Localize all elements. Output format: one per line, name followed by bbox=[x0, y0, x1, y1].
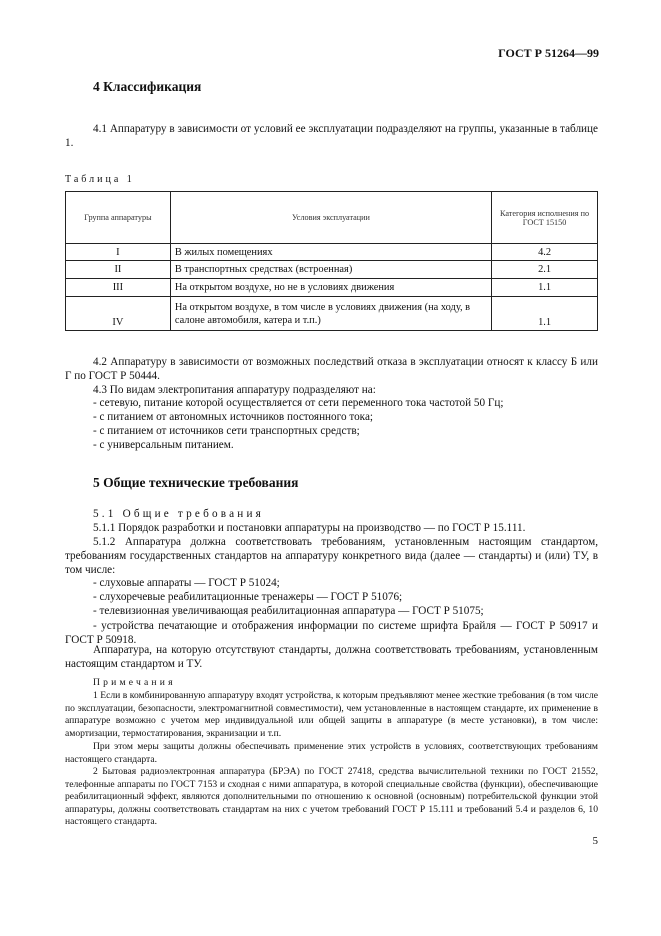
page-number: 5 bbox=[592, 835, 598, 847]
table-row bbox=[66, 261, 598, 279]
table-row bbox=[66, 279, 598, 297]
list-item: - сетевую, питание которой осуществляется от сети переменного тока частотой 50 Гц; bbox=[93, 397, 504, 409]
table-cell-conditions: В транспортных средствах (встроенная) bbox=[170, 261, 491, 279]
paragraph-4-2: 4.2 Аппаратуру в зависимости от возможных последствий отказа в эксплуатации относят к классу Б или Г по ГОСТ Р 50444. bbox=[65, 356, 598, 382]
note-2: 2 Бытовая радиоэлектронная аппаратура (БРЭА) по ГОСТ 27418, средства вычислительной техники по ГОСТ 21552, телефонные аппараты по ГОСТ 7153 и сходная с ними аппаратура, в которой специальные свойства (функции), обеспечивающие реабилитационный эффект, являются дополнительными по отношению к основной (основным) потребительской функции этой аппаратуры, должны соответствовать стандартам на них с учетом требований ГОСТ Р 15.111 и требований 5.4 и разделов 6, 10 настоящего стандарта. bbox=[65, 766, 598, 828]
table-cell-conditions: На открытом воздухе, в том числе в условиях движения (на ходу, в салоне автомобиля, катера и т.п.) bbox=[170, 297, 491, 331]
table-cell-category: 4.2 bbox=[492, 244, 598, 261]
section-5-title: 5 Общие технические требования bbox=[93, 475, 299, 490]
paragraph-5-1-1: 5.1.1 Порядок разработки и постановки аппаратуры на производство — по ГОСТ Р 15.111. bbox=[93, 522, 526, 534]
paragraph-4-1: 4.1 Аппаратуру в зависимости от условий ее эксплуатации подразделяют на группы, указанные в таблице 1. bbox=[65, 123, 598, 149]
table-cell-category: 1.1 bbox=[492, 279, 598, 297]
paragraph-no-standards: Аппаратура, на которую отсутствуют стандарты, должна соответствовать требованиям, установленным настоящим стандартом и ТУ. bbox=[65, 644, 598, 670]
table-header-group: Группа аппаратуры bbox=[66, 192, 171, 244]
table-row bbox=[66, 244, 598, 261]
section-4-title: 4 Классификация bbox=[93, 79, 202, 94]
note-1: 1 Если в комбинированную аппаратуру входят устройства, к которым предъявляют менее жесткие требования (в том числе по эксплуатации, безопасности, электромагнитной совместимости), чем установленные в настоящем стандарте, их применение в аппаратуре возможно с учетом мер индивидуальной или общей защиты в аппаратуре (в месте установки), в том числе: амортизации, термостатирования, экранизации и т.п. bbox=[65, 690, 598, 739]
table-cell-conditions: В жилых помещениях bbox=[170, 244, 491, 261]
table-header-conditions: Условия эксплуатации bbox=[170, 192, 491, 244]
table-cell-group: I bbox=[66, 244, 171, 261]
table-cell-category: 2.1 bbox=[492, 261, 598, 279]
standard-header: ГОСТ Р 51264—99 bbox=[498, 46, 599, 60]
list-item: - слуховые аппараты — ГОСТ Р 51024; bbox=[93, 577, 280, 589]
list-item: - с универсальным питанием. bbox=[93, 439, 234, 451]
subsection-5-1-title: 5.1 Общие требования bbox=[93, 508, 265, 520]
table-header-category: Категория исполнения по ГОСТ 15150 bbox=[492, 192, 598, 244]
paragraph-4-3: 4.3 По видам электропитания аппаратуру подразделяют на: bbox=[93, 384, 376, 396]
table-cell-group: IV bbox=[66, 297, 171, 331]
note-1-continued: При этом меры защиты должны обеспечивать применение этих устройств в условиях, соответствующих требованиям настоящего стандарта. bbox=[65, 741, 598, 765]
table-1 bbox=[65, 191, 598, 331]
list-item: - с питанием от автономных источников постоянного тока; bbox=[93, 411, 374, 423]
list-item: - устройства печатающие и отображения информации по системе шрифта Брайля — ГОСТ Р 50917 и ГОСТ Р 50918. bbox=[65, 620, 598, 646]
table-cell-group: III bbox=[66, 279, 171, 297]
list-item: - слухоречевые реабилитационные тренажеры — ГОСТ Р 51076; bbox=[93, 591, 403, 603]
list-item: - телевизионная увеличивающая реабилитационная аппаратура — ГОСТ Р 51075; bbox=[93, 605, 484, 617]
table-caption: Таблица 1 bbox=[65, 174, 135, 185]
table-cell-category: 1.1 bbox=[492, 297, 598, 331]
notes-title: Примечания bbox=[93, 677, 176, 688]
table-row bbox=[66, 297, 598, 331]
table-cell-conditions: На открытом воздухе, но не в условиях движения bbox=[170, 279, 491, 297]
paragraph-5-1-2: 5.1.2 Аппаратура должна соответствовать требованиям, установленным настоящим стандартом, требованиям государственных стандартов на аппаратуру конкретного вида (далее — стандарты) и (или) ТУ, в том числе: bbox=[65, 536, 598, 576]
list-item: - с питанием от источников сети транспортных средств; bbox=[93, 425, 360, 437]
table-cell-group: II bbox=[66, 261, 171, 279]
